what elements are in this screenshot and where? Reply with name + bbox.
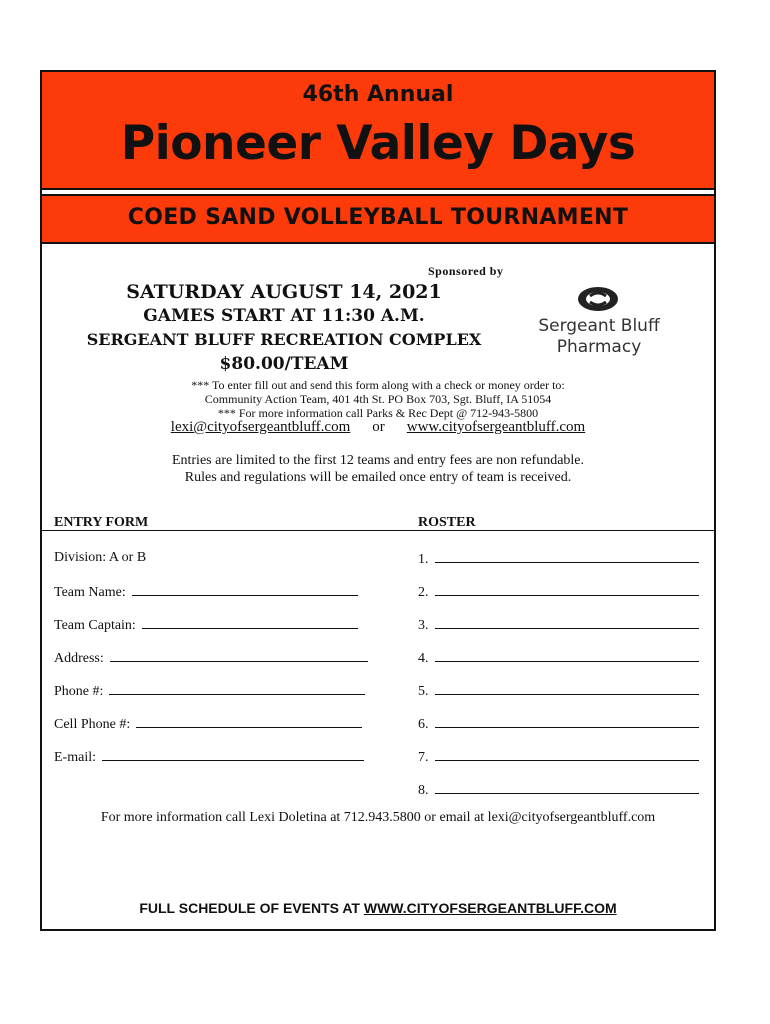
roster-row-2[interactable] xyxy=(418,583,699,601)
website-link[interactable]: www.cityofsergeantbluff.com xyxy=(406,419,586,435)
roster-row-1[interactable] xyxy=(418,550,699,568)
entry-notes xyxy=(42,452,714,486)
notes-line-1: Entries are limited to the first 12 teams and entry fees are non refundable. xyxy=(171,453,585,468)
cell-phone-label: Cell Phone #: xyxy=(54,717,131,732)
sponsor-logo xyxy=(532,284,666,364)
roster-input[interactable] xyxy=(435,748,699,761)
cell-phone-input[interactable] xyxy=(136,715,362,728)
annual-label: 46th Annual xyxy=(302,82,454,107)
roster-input[interactable] xyxy=(435,616,699,629)
schedule-prefix: FULL SCHEDULE OF EVENTS AT xyxy=(139,900,360,916)
or-separator: or xyxy=(372,419,385,435)
team-captain-label: Team Captain: xyxy=(54,618,136,633)
address-input[interactable] xyxy=(110,649,368,662)
schedule-footer xyxy=(42,900,714,916)
roster-input[interactable] xyxy=(435,583,699,596)
instructions-line-1: *** To enter fill out and send this form along with a check or money order to: xyxy=(191,378,565,392)
roster-row-3[interactable] xyxy=(418,616,699,634)
cell-phone-field[interactable] xyxy=(54,715,362,733)
email-input[interactable] xyxy=(102,748,364,761)
division-label: Division: A or B xyxy=(54,550,147,565)
team-name-field[interactable] xyxy=(54,583,358,601)
pharmacy-logo-icon xyxy=(576,284,622,314)
notes-line-2: Rules and regulations will be emailed once entry of team is received. xyxy=(184,470,572,485)
roster-heading: ROSTER xyxy=(418,515,476,530)
contact-links xyxy=(42,419,714,436)
entry-instructions xyxy=(42,378,714,420)
phone-label: Phone #: xyxy=(54,684,104,699)
title-banner xyxy=(42,72,714,190)
tournament-title: COED SAND VOLLEYBALL TOURNAMENT xyxy=(127,205,629,230)
address-label: Address: xyxy=(54,651,104,666)
address-field[interactable] xyxy=(54,649,368,667)
roster-input[interactable] xyxy=(435,550,699,563)
instructions-line-3: *** For more information call Parks & Rec Dept @ 712-943-5800 xyxy=(217,406,539,420)
division-field xyxy=(54,550,146,566)
sponsor-logo-line2: Pharmacy xyxy=(556,337,642,357)
phone-input[interactable] xyxy=(109,682,365,695)
roster-input[interactable] xyxy=(435,682,699,695)
roster-row-8[interactable] xyxy=(418,781,699,799)
roster-number: 7. xyxy=(418,750,429,765)
event-date: SATURDAY AUGUST 14, 2021 xyxy=(126,281,442,303)
entry-form-heading: ENTRY FORM xyxy=(54,515,149,530)
sponsor-logo-line1: Sergeant Bluff xyxy=(538,316,660,336)
roster-number: 1. xyxy=(418,552,429,567)
team-captain-field[interactable] xyxy=(54,616,358,634)
sponsor-label: Sponsored by xyxy=(428,264,504,278)
form-divider xyxy=(42,530,714,531)
roster-input[interactable] xyxy=(435,649,699,662)
event-details xyxy=(54,280,514,376)
roster-row-6[interactable] xyxy=(418,715,699,733)
roster-number: 5. xyxy=(418,684,429,699)
instructions-line-2: Community Action Team, 401 4th St. PO Box 703, Sgt. Bluff, IA 51054 xyxy=(204,392,552,406)
roster-row-4[interactable] xyxy=(418,649,699,667)
roster-number: 2. xyxy=(418,585,429,600)
email-link[interactable]: lexi@cityofsergeantbluff.com xyxy=(170,419,351,435)
subtitle-banner xyxy=(42,194,714,244)
event-location: SERGEANT BLUFF RECREATION COMPLEX xyxy=(86,330,482,349)
event-start-time: GAMES START AT 11:30 A.M. xyxy=(143,306,425,326)
roster-number: 6. xyxy=(418,717,429,732)
team-name-input[interactable] xyxy=(132,583,358,596)
team-captain-input[interactable] xyxy=(142,616,358,629)
roster-number: 3. xyxy=(418,618,429,633)
schedule-link[interactable]: WWW.CITYOFSERGEANTBLUFF.COM xyxy=(363,900,617,916)
contact-info: For more information call Lexi Doletina at 712.943.5800 or email at lexi@cityofsergeantbluff.com xyxy=(100,810,656,825)
flyer-frame xyxy=(40,70,716,931)
roster-number: 4. xyxy=(418,651,429,666)
page-title: Pioneer Valley Days xyxy=(120,116,636,171)
sponsor-logo-text xyxy=(532,316,666,358)
phone-field[interactable] xyxy=(54,682,365,700)
roster-row-5[interactable] xyxy=(418,682,699,700)
roster-input[interactable] xyxy=(435,781,699,794)
event-fee: $80.00/TEAM xyxy=(219,354,349,374)
roster-input[interactable] xyxy=(435,715,699,728)
roster-number: 8. xyxy=(418,783,429,798)
team-name-label: Team Name: xyxy=(54,585,126,600)
email-label: E-mail: xyxy=(54,750,96,765)
roster-row-7[interactable] xyxy=(418,748,699,766)
email-field[interactable] xyxy=(54,748,364,766)
